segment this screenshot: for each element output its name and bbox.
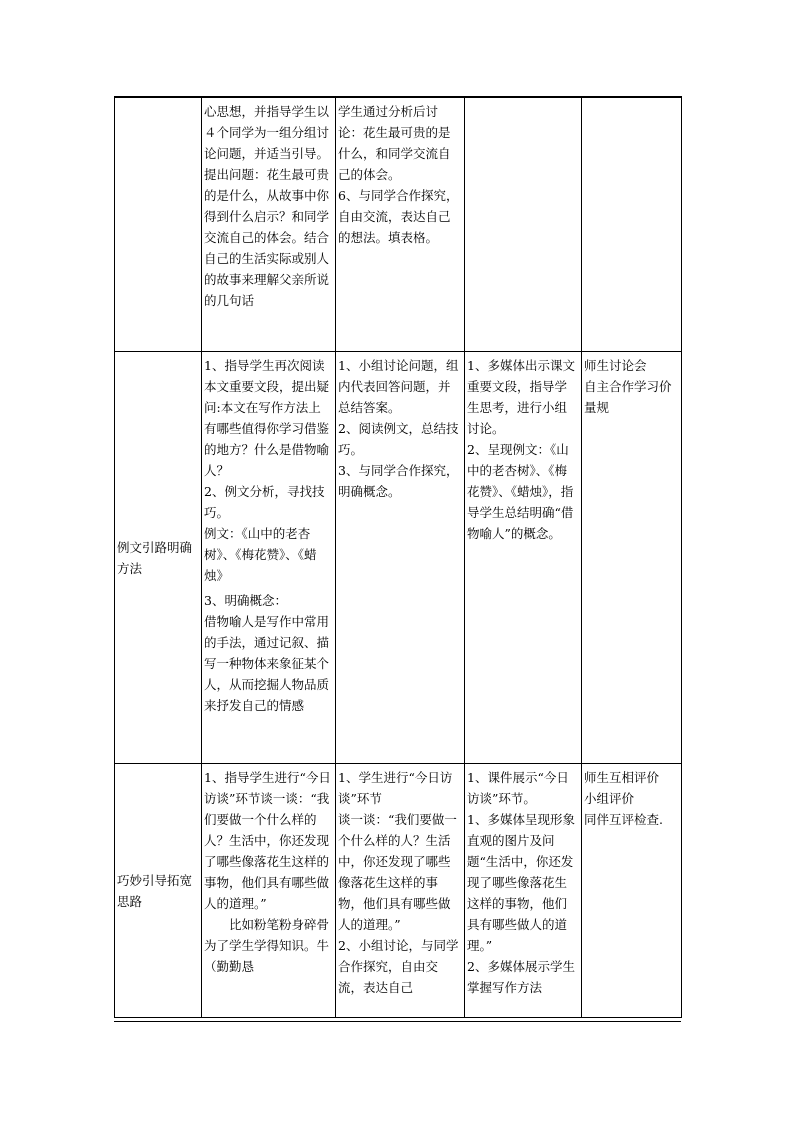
student-text: 2、小组讨论，与同学合作探究，自由交流，表达自己: [338, 937, 459, 995]
teacher-text: 借物喻人是写作中常用的手法，通过记叙、描写一种物体来象征某个人，从而挖掘人物品质来抒发自己的情感: [204, 613, 330, 713]
teacher-activity-cell: [202, 763, 336, 1017]
table-bottom-rule: [114, 1021, 681, 1022]
teacher-text: 1、指导学生进行“今日访谈”环节谈一谈：“我们要做一个什么样的人？生活中，你还发现了哪些像落花生这样的事物，他们具有哪些做人的道理。”: [204, 769, 331, 911]
teacher-text: 比如粉笔粉身碎骨为了学生学得知识。牛（勤勤恳: [204, 916, 330, 974]
evaluation-text: 师生互相评价: [584, 769, 660, 785]
stage-cell: 巧妙引导拓宽思路: [115, 763, 202, 1017]
media-text: 1、多媒体出示课文重要文段，指导学生思考，进行小组讨论。: [467, 357, 575, 436]
student-text: 学生通过分析后讨论：花生最可贵的是什么，和同学交流自己的体会。: [338, 104, 451, 182]
evaluation-text: 自主合作学习价量规: [584, 378, 672, 415]
student-text: 谈一谈：“我们要做一个什么样的人？生活中，你还发现了哪些像落花生这样的事物，他们具有哪些做人的道理。”: [338, 811, 457, 932]
evaluation-text: 小组评价: [584, 790, 635, 806]
teacher-activity-cell: [202, 97, 336, 351]
teacher-text: 1、指导学生再次阅读本文重要文段，提出疑问:本文在写作方法上有哪些值得你学习借鉴的地方？什么是借物喻人？: [204, 357, 330, 478]
stage-cell: 例文引路明确方法: [115, 351, 202, 763]
student-activity-cell: [336, 763, 465, 1017]
student-text: 6、与同学合作探究，自由交流，表达自己的想法。填表格。: [338, 188, 459, 245]
media-cell: [465, 97, 582, 351]
media-cell: [465, 763, 582, 1017]
teacher-text: 3、明确概念：: [204, 592, 287, 608]
student-activity-cell: [336, 97, 465, 351]
media-text: 1、多媒体呈现形象直观的图片及问题“生活中，你还发现了哪些像落花生这样的事物，他们具有哪些做人的道理。”: [467, 811, 575, 953]
media-cell: [465, 351, 582, 763]
lesson-plan-table: [114, 96, 682, 1018]
evaluation-text: 同伴互评检查.: [584, 811, 663, 827]
lesson-plan-table-container: [114, 96, 681, 1018]
table-row: [115, 351, 682, 763]
student-text: 1、学生进行“今日访谈”环节: [338, 769, 453, 806]
evaluation-cell: [582, 351, 682, 763]
table-row: [115, 763, 682, 1017]
media-text: 2、多媒体展示学生掌握写作方法: [467, 958, 575, 995]
student-text: 2、阅读例文，总结技巧。: [338, 420, 459, 457]
teacher-text: 心思想，并指导学生以４个同学为一组分组讨论问题，并适当引导。: [204, 104, 330, 161]
teacher-text: 例文：《山中的老杏树》、《梅花赞》、《蜡烛》: [204, 525, 317, 583]
stage-cell: [115, 97, 202, 351]
media-text: 1、课件展示“今日访谈”环节。: [467, 769, 569, 806]
teacher-activity-cell: [202, 351, 336, 763]
teacher-text: 提出问题：花生最可贵的是什么，从故事中你得到什么启示？和同学交流自己的体会。结合自己的生活实际或别人的故事来理解父亲所说的几句话: [204, 167, 330, 308]
student-text: 3、与同学合作探究，明确概念。: [338, 462, 459, 499]
evaluation-cell: [582, 763, 682, 1017]
media-text: 2、呈现例文：《山中的老杏树》、《梅花赞》、《蜡烛》，指导学生总结明确“借物喻人”的概念。: [467, 441, 574, 541]
evaluation-text: 师生讨论会: [584, 357, 647, 373]
student-activity-cell: [336, 351, 465, 763]
table-row: [115, 97, 682, 351]
evaluation-cell: [582, 97, 682, 351]
teacher-text: 2、例文分析，寻找技巧。: [204, 483, 325, 520]
student-text: 1、小组讨论问题，组内代表回答问题，并总结答案。: [338, 357, 459, 415]
